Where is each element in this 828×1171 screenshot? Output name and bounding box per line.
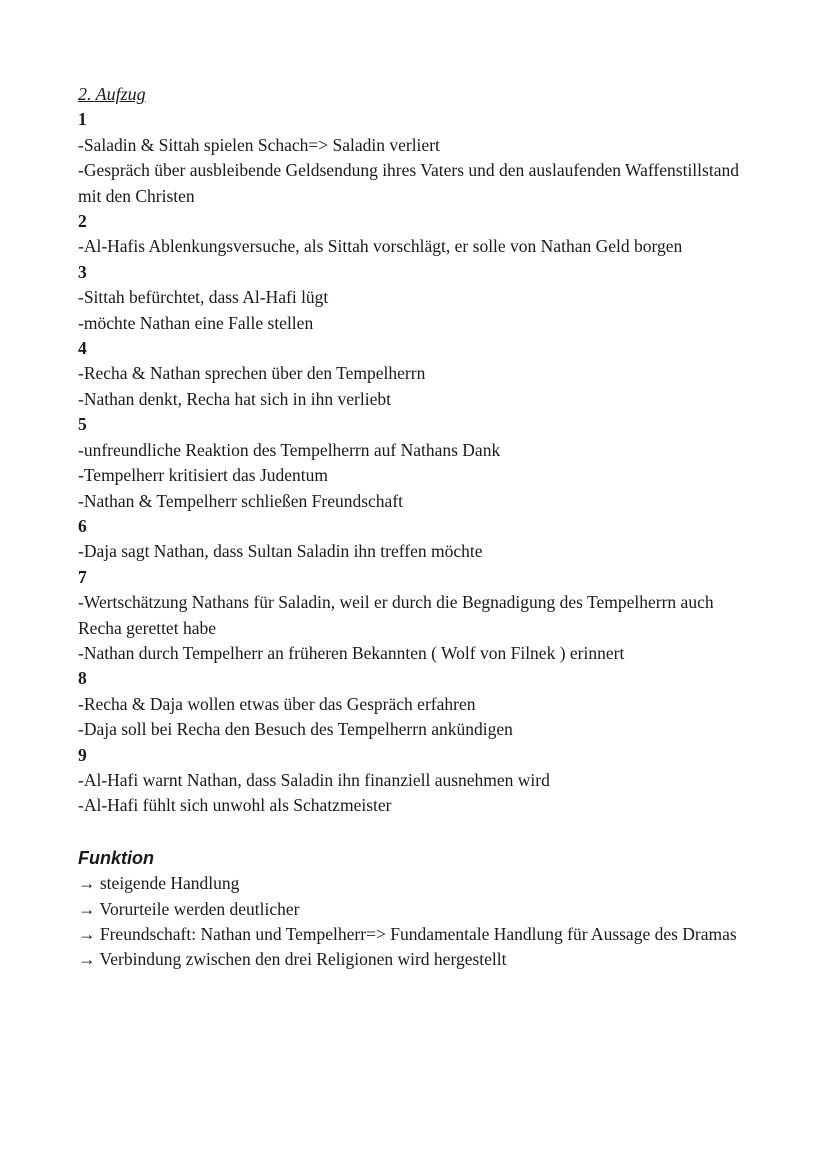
scene-point: -Saladin & Sittah spielen Schach=> Saladin verliert [78,134,440,155]
funktion-point: → steigende Handlung [78,873,240,894]
scene-point: -Recha & Daja wollen etwas über das Gespräch erfahren [78,693,476,714]
scene-point: -Daja sagt Nathan, dass Sultan Saladin ihn treffen möchte [78,541,483,562]
scene-point: -möchte Nathan eine Falle stellen [78,312,314,333]
scene-number: 4 [78,338,87,359]
funktion-point: → Freundschaft: Nathan und Tempelherr=> Fundamentale Handlung für Aussage des Dramas [78,924,737,944]
scene-point: -unfreundliche Reaktion des Tempelherrn auf Nathans Dank [78,439,501,460]
scene-number: 7 [78,566,87,587]
document-page [78,82,752,973]
funktion-point: → Vorurteile werden deutlicher [78,898,300,919]
scene-point: -Nathan & Tempelherr schließen Freundschaft [78,490,404,511]
scene-point: -Al-Hafi warnt Nathan, dass Saladin ihn finanziell ausnehmen wird [78,769,550,790]
scene-number: 6 [78,515,87,536]
scene-point: -Sittah befürchtet, dass Al-Hafi lügt [78,287,329,308]
scene-point: -Daja soll bei Recha den Besuch des Tempelherrn ankündigen [78,719,513,740]
scene-number: 5 [78,414,87,435]
scene-number: 2 [78,211,87,232]
scene-point: -Nathan denkt, Recha hat sich in ihn verliebt [78,388,391,409]
scene-point: -Gespräch über ausbleibende Geldsendung ihres Vaters und den auslaufenden Waffenstillstand mit den Christen [78,160,739,206]
funktion-heading: Funktion [78,847,154,868]
scene-point: -Al-Hafi fühlt sich unwohl als Schatzmeister [78,795,392,816]
scene-number: 3 [78,261,87,282]
section-title: 2. Aufzug [78,84,146,104]
scene-point: -Tempelherr kritisiert das Judentum [78,465,329,486]
scene-point: -Al-Hafis Ablenkungsversuche, als Sittah vorschlägt, er solle von Nathan Geld borgen [78,236,683,257]
scene-point: -Wertschätzung Nathans für Saladin, weil er durch die Begnadigung des Tempelherrn auch Recha gerettet habe [78,592,714,638]
scene-number: 8 [78,668,87,689]
scene-number: 9 [78,744,87,765]
funktion-point: → Verbindung zwischen den drei Religionen wird hergestellt [78,949,507,970]
scene-point: -Recha & Nathan sprechen über den Tempelherrn [78,363,426,384]
scene-point: -Nathan durch Tempelherr an früheren Bekannten ( Wolf von Filnek ) erinnert [78,642,625,663]
scene-number: 1 [78,109,87,130]
